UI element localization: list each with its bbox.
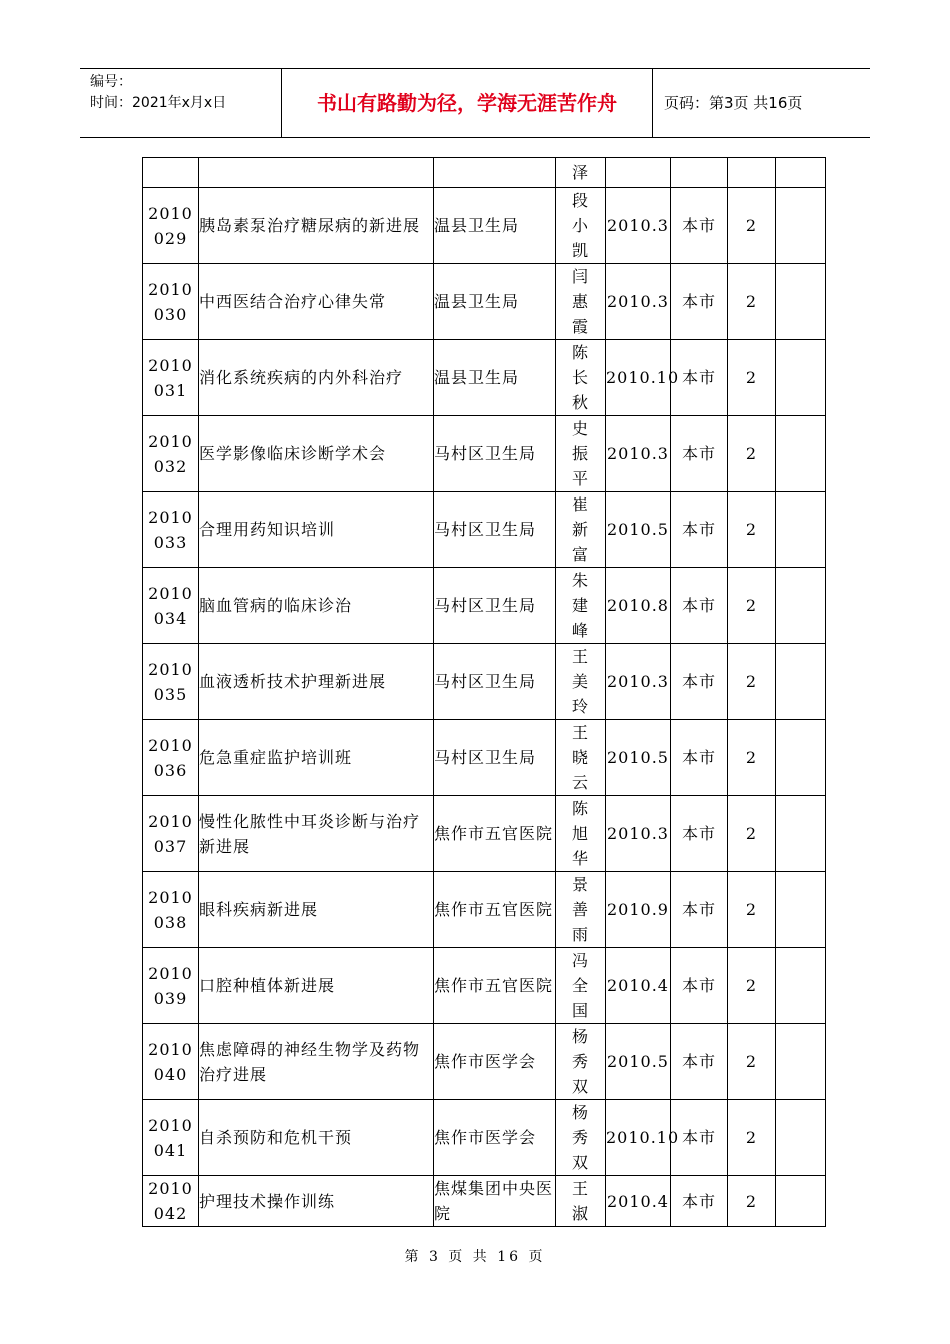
cell-last: [776, 416, 826, 492]
cell-credit: 2: [728, 188, 776, 264]
cell-last: [776, 158, 826, 188]
cell-title: 消化系统疾病的内外科治疗: [199, 340, 434, 416]
cell-credit: 2: [728, 568, 776, 644]
cell-person: 段 小 凯: [556, 188, 606, 264]
cell-date: 2010.10: [606, 340, 671, 416]
cell-person: 崔 新 富: [556, 492, 606, 568]
cell-person: 陈 旭 华: [556, 796, 606, 872]
cell-date: 2010.3: [606, 644, 671, 720]
cell-person: 王 晓 云: [556, 720, 606, 796]
cell-org: 焦作市五官医院: [434, 796, 556, 872]
header-meta: [80, 69, 282, 137]
cell-last: [776, 872, 826, 948]
cell-credit: 2: [728, 872, 776, 948]
cell-title: 焦虑障碍的神经生物学及药物治疗进展: [199, 1024, 434, 1100]
cell-title: 口腔种植体新进展: [199, 948, 434, 1024]
cell-id: 2010 029: [143, 188, 199, 264]
cell-title: 脑血管病的临床诊治: [199, 568, 434, 644]
cell-last: [776, 1024, 826, 1100]
cell-title: 医学影像临床诊断学术会: [199, 416, 434, 492]
cell-last: [776, 720, 826, 796]
header-page-label: 页码：第3页 共16页: [664, 94, 803, 112]
table-row: [143, 492, 826, 568]
cell-org: 焦煤集团中央医院: [434, 1176, 556, 1227]
cell-org: 马村区卫生局: [434, 492, 556, 568]
cell-credit: 2: [728, 264, 776, 340]
table-body: [143, 158, 826, 1227]
cell-person: 闫 惠 霞: [556, 264, 606, 340]
cell-person: 泽: [556, 158, 606, 188]
table-row: [143, 1176, 826, 1227]
cell-scope: 本市: [671, 568, 728, 644]
table-row: [143, 158, 826, 188]
cell-title: [199, 158, 434, 188]
date-label: 时间：2021年x月x日: [90, 95, 227, 111]
cell-id: 2010 036: [143, 720, 199, 796]
cell-credit: 2: [728, 416, 776, 492]
cell-scope: 本市: [671, 796, 728, 872]
cell-credit: 2: [728, 340, 776, 416]
table-row: [143, 1024, 826, 1100]
cell-title: 眼科疾病新进展: [199, 872, 434, 948]
cell-id: 2010 037: [143, 796, 199, 872]
cell-credit: 2: [728, 1176, 776, 1227]
table-row: [143, 872, 826, 948]
cell-date: 2010.3: [606, 796, 671, 872]
cell-org: 马村区卫生局: [434, 644, 556, 720]
cell-date: 2010.5: [606, 720, 671, 796]
cell-id: [143, 158, 199, 188]
cell-scope: 本市: [671, 948, 728, 1024]
cell-title: 血液透析技术护理新进展: [199, 644, 434, 720]
cell-scope: 本市: [671, 1176, 728, 1227]
cell-date: 2010.4: [606, 1176, 671, 1227]
cell-date: 2010.10: [606, 1100, 671, 1176]
cell-id: 2010 032: [143, 416, 199, 492]
cell-credit: 2: [728, 1024, 776, 1100]
cell-person: 王 美 玲: [556, 644, 606, 720]
cell-scope: 本市: [671, 1024, 728, 1100]
cell-last: [776, 1176, 826, 1227]
cell-scope: 本市: [671, 872, 728, 948]
cell-org: 焦作市五官医院: [434, 948, 556, 1024]
cell-last: [776, 796, 826, 872]
cell-id: 2010 038: [143, 872, 199, 948]
cell-last: [776, 568, 826, 644]
cell-last: [776, 188, 826, 264]
cell-date: 2010.5: [606, 492, 671, 568]
cell-scope: 本市: [671, 264, 728, 340]
cell-person: 景 善 雨: [556, 872, 606, 948]
table-row: [143, 340, 826, 416]
cell-credit: 2: [728, 948, 776, 1024]
table-row: [143, 188, 826, 264]
cell-credit: [728, 158, 776, 188]
table-row: [143, 720, 826, 796]
cell-credit: 2: [728, 796, 776, 872]
cell-scope: [671, 158, 728, 188]
cell-org: 温县卫生局: [434, 340, 556, 416]
cell-title: 慢性化脓性中耳炎诊断与治疗新进展: [199, 796, 434, 872]
cell-scope: 本市: [671, 1100, 728, 1176]
cell-last: [776, 948, 826, 1024]
page-footer: 第 3 页 共 16 页: [404, 1249, 546, 1265]
table-row: [143, 1100, 826, 1176]
cell-org: 马村区卫生局: [434, 720, 556, 796]
cell-date: 2010.4: [606, 948, 671, 1024]
cell-scope: 本市: [671, 492, 728, 568]
cell-title: 合理用药知识培训: [199, 492, 434, 568]
cell-date: 2010.5: [606, 1024, 671, 1100]
cell-id: 2010 039: [143, 948, 199, 1024]
cell-person: 杨 秀 双: [556, 1100, 606, 1176]
cell-id: 2010 035: [143, 644, 199, 720]
cell-org: 温县卫生局: [434, 188, 556, 264]
cell-credit: 2: [728, 492, 776, 568]
cell-org: 焦作市医学会: [434, 1024, 556, 1100]
cell-person: 王 淑: [556, 1176, 606, 1227]
cell-date: 2010.9: [606, 872, 671, 948]
cell-title: 危急重症监护培训班: [199, 720, 434, 796]
cell-last: [776, 492, 826, 568]
header-motto: 书山有路勤为径，学海无涯苦作舟: [282, 69, 653, 137]
cell-person: 史 振 平: [556, 416, 606, 492]
table-row: [143, 948, 826, 1024]
table-row: [143, 644, 826, 720]
cell-title: 中西医结合治疗心律失常: [199, 264, 434, 340]
cell-title: 自杀预防和危机干预: [199, 1100, 434, 1176]
cell-last: [776, 644, 826, 720]
cell-org: 温县卫生局: [434, 264, 556, 340]
cell-org: 焦作市医学会: [434, 1100, 556, 1176]
cell-date: 2010.3: [606, 188, 671, 264]
cell-date: 2010.3: [606, 264, 671, 340]
cell-id: 2010 031: [143, 340, 199, 416]
cell-id: 2010 033: [143, 492, 199, 568]
cell-last: [776, 1100, 826, 1176]
cell-scope: 本市: [671, 720, 728, 796]
cell-scope: 本市: [671, 188, 728, 264]
cell-org: 焦作市五官医院: [434, 872, 556, 948]
cell-person: 朱 建 峰: [556, 568, 606, 644]
cell-title: 胰岛素泵治疗糖尿病的新进展: [199, 188, 434, 264]
cell-org: 马村区卫生局: [434, 416, 556, 492]
cell-scope: 本市: [671, 644, 728, 720]
cell-id: 2010 040: [143, 1024, 199, 1100]
course-table: [142, 157, 826, 1227]
cell-credit: 2: [728, 1100, 776, 1176]
cell-title: 护理技术操作训练: [199, 1176, 434, 1227]
cell-id: 2010 042: [143, 1176, 199, 1227]
cell-scope: 本市: [671, 340, 728, 416]
cell-last: [776, 264, 826, 340]
table-row: [143, 416, 826, 492]
cell-id: 2010 030: [143, 264, 199, 340]
table-row: [143, 796, 826, 872]
cell-person: 冯 全 国: [556, 948, 606, 1024]
cell-date: [606, 158, 671, 188]
cell-org: 马村区卫生局: [434, 568, 556, 644]
cell-date: 2010.3: [606, 416, 671, 492]
cell-id: 2010 034: [143, 568, 199, 644]
cell-last: [776, 340, 826, 416]
cell-credit: 2: [728, 644, 776, 720]
cell-org: [434, 158, 556, 188]
page-header: [80, 68, 870, 138]
number-label: 编号：: [90, 74, 132, 90]
table-row: [143, 264, 826, 340]
cell-date: 2010.8: [606, 568, 671, 644]
cell-scope: 本市: [671, 416, 728, 492]
cell-id: 2010 041: [143, 1100, 199, 1176]
cell-credit: 2: [728, 720, 776, 796]
table-row: [143, 568, 826, 644]
cell-person: 陈 长 秋: [556, 340, 606, 416]
cell-person: 杨 秀 双: [556, 1024, 606, 1100]
